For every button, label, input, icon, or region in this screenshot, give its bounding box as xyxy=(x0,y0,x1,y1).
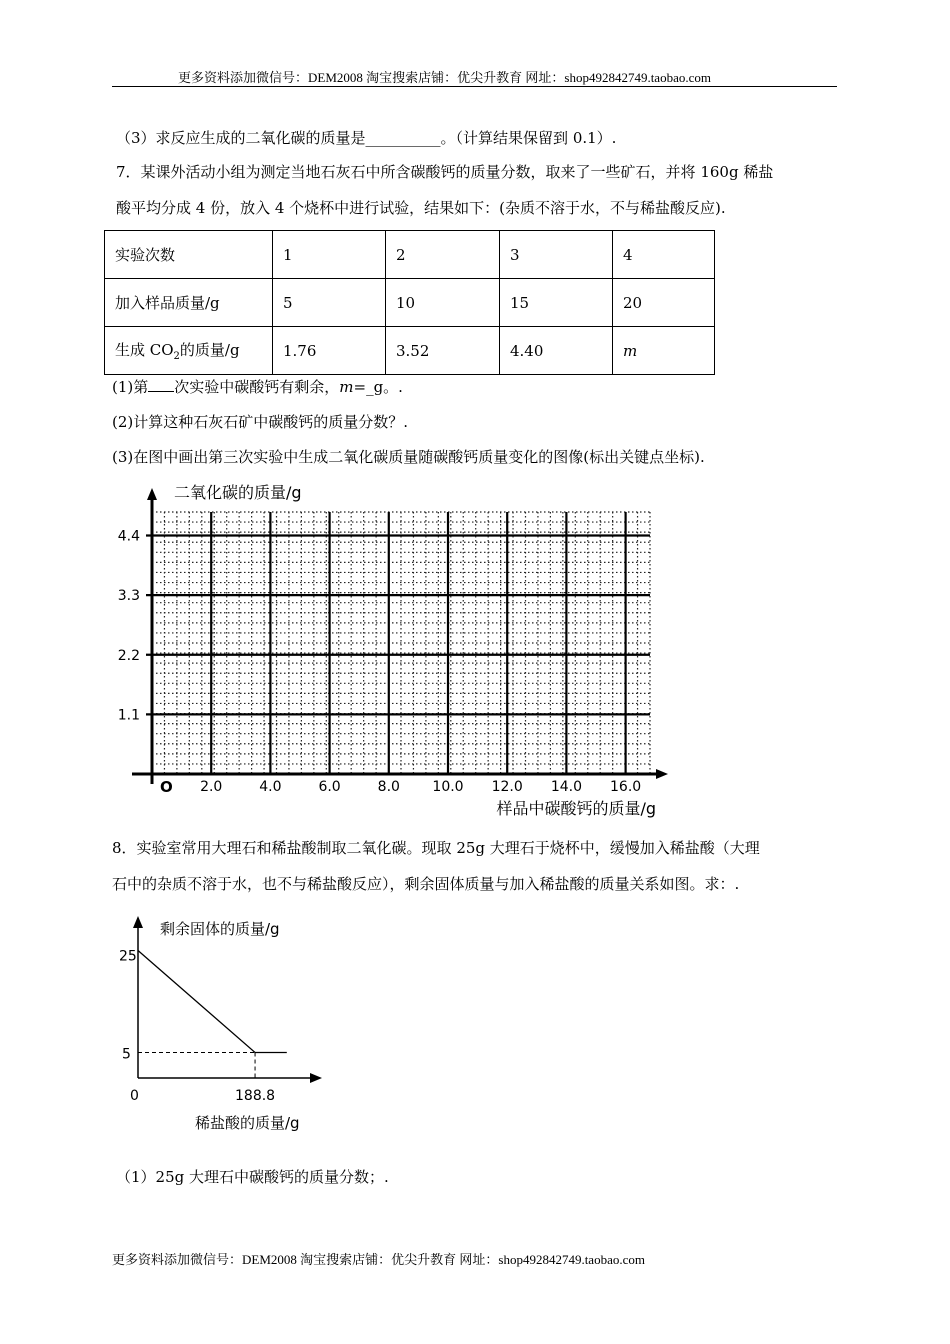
y-tick-label: 25 xyxy=(119,948,137,965)
table-row xyxy=(105,327,715,375)
y-axis-label: 剩余固体的质量/g xyxy=(160,920,280,938)
table-cell: 加入样品质量/g xyxy=(105,279,273,327)
header-rule xyxy=(112,86,837,87)
q8-intro-line1: 8．实验室常用大理石和稀盐酸制取二氧化碳。现取 25g 大理石于烧杯中，缓慢加入稀盐酸（大理 xyxy=(112,839,760,857)
table-row xyxy=(105,231,715,279)
y-axis-label: 二氧化碳的质量/g xyxy=(174,483,302,502)
x-tick-label: 16.0 xyxy=(610,779,642,795)
table-cell: 4 xyxy=(613,231,715,279)
y-tick-label: 3.3 xyxy=(117,588,140,605)
x-axis-arrow xyxy=(310,1073,322,1083)
co2-label-sub: 2 xyxy=(173,351,180,362)
table-cell: m xyxy=(613,327,715,375)
table-row xyxy=(105,279,715,327)
q8-part1: （1）25g 大理石中碳酸钙的质量分数；. xyxy=(116,1168,389,1186)
x-tick-label: 6.0 xyxy=(318,779,341,795)
y-axis-arrow xyxy=(133,916,143,928)
table-cell: 20 xyxy=(613,279,715,327)
part1-text-c: =_g。. xyxy=(353,378,403,396)
origin-label: 0 xyxy=(130,1088,139,1104)
q7-part3: (3)在图中画出第三次实验中生成二氧化碳质量随碳酸钙质量变化的图像(标出关键点坐标). xyxy=(112,448,705,466)
answer-blank xyxy=(148,377,174,392)
table-cell: 5 xyxy=(273,279,386,327)
y-tick-label: 1.1 xyxy=(117,707,140,724)
q7-part1 xyxy=(112,377,403,397)
x-tick-label: 14.0 xyxy=(550,779,582,795)
page-footer: 更多资料添加微信号：DEM2008 淘宝搜索店铺：优尖升教育 网址：shop492842749.taobao.com xyxy=(112,1252,645,1267)
table-cell: 实验次数 xyxy=(105,231,273,279)
table-cell xyxy=(105,327,273,375)
y-axis-arrow xyxy=(147,488,157,500)
co2-grid-chart xyxy=(100,476,680,822)
y-tick-label: 4.4 xyxy=(117,528,140,545)
x-tick-label: 2.0 xyxy=(200,779,223,795)
table-cell: 4.40 xyxy=(500,327,613,375)
table-cell: 1 xyxy=(273,231,386,279)
x-tick-label: 188.8 xyxy=(235,1088,276,1104)
q7-part2: (2)计算这种石灰石矿中碳酸钙的质量分数？. xyxy=(112,413,409,431)
y-tick-label: 2.2 xyxy=(117,647,140,664)
part1-text-a: (1)第 xyxy=(112,378,149,396)
x-tick-label: 4.0 xyxy=(259,779,282,795)
x-axis-label: 稀盐酸的质量/g xyxy=(195,1114,300,1132)
solid-mass-chart xyxy=(110,910,350,1140)
q8-intro-line2: 石中的杂质不溶于水，也不与稀盐酸反应），剩余固体质量与加入稀盐酸的质量关系如图。求：. xyxy=(112,875,740,893)
x-tick-label: 12.0 xyxy=(491,779,523,795)
series-line xyxy=(138,951,287,1053)
co2-label-pre: 生成 CO xyxy=(115,341,174,359)
co2-label-post: 的质量/g xyxy=(179,341,240,359)
q6-part3: （3）求反应生成的二氧化碳的质量是__________。（计算结果保留到 0.1）. xyxy=(116,129,617,147)
q7-intro-line1: 7．某课外活动小组为测定当地石灰石中所含碳酸钙的质量分数，取来了一些矿石，并将 160g 稀盐 xyxy=(116,163,774,181)
x-axis-arrow xyxy=(656,769,668,779)
q7-intro-line2: 酸平均分成 4 份，放入 4 个烧杯中进行试验，结果如下：(杂质不溶于水，不与稀盐酸反应). xyxy=(116,199,726,217)
x-tick-label: 8.0 xyxy=(377,779,400,795)
part1-m: m xyxy=(339,378,354,396)
page-header: 更多资料添加微信号：DEM2008 淘宝搜索店铺：优尖升教育 网址：shop492842749.taobao.com xyxy=(178,70,711,85)
x-axis-label: 样品中碳酸钙的质量/g xyxy=(496,799,656,818)
q7-results-table xyxy=(104,230,715,375)
origin-label: O xyxy=(160,778,173,796)
y-tick-label: 5 xyxy=(122,1046,131,1063)
part1-text-b: 次实验中碳酸钙有剩余， xyxy=(174,378,340,396)
table-cell: 3.52 xyxy=(386,327,500,375)
table-cell: 3 xyxy=(500,231,613,279)
x-tick-label: 10.0 xyxy=(432,779,464,795)
table-cell: 1.76 xyxy=(273,327,386,375)
table-cell: 10 xyxy=(386,279,500,327)
table-cell: 15 xyxy=(500,279,613,327)
table-cell: 2 xyxy=(386,231,500,279)
